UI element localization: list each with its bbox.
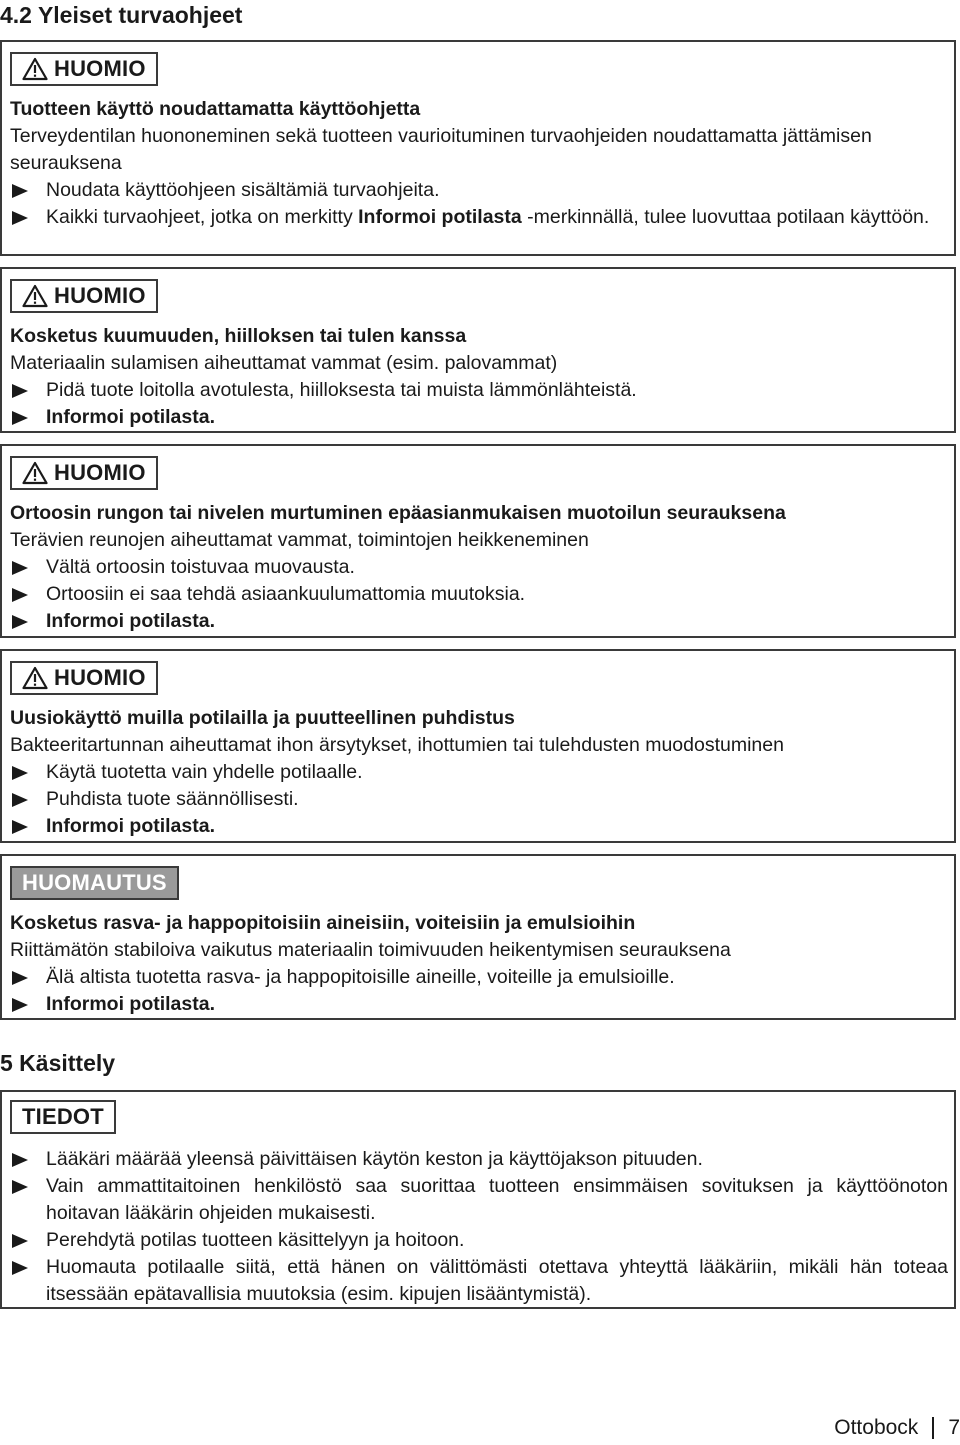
info-badge-label: TIEDOT (22, 1104, 104, 1129)
notice-consequence: Bakteeritartunnan aiheuttamat ihon ärsytykset, ihottumien tai tulehdusten muodostuminen (10, 734, 784, 756)
page-number: 7 (948, 1416, 960, 1439)
info-items (10, 1146, 954, 1308)
action-item-inform-patient: Informoi potilasta. (10, 608, 954, 635)
action-item-inform-patient: Informoi potilasta. (10, 404, 954, 431)
info-item: Huomauta potilaalle siitä, että hänen on välittömästi otettava yhteyttä lääkäriin, mikäli hän toteaa itsessään epätavallisia muutoksia (esim. kipujen lisääntymistä). (10, 1254, 954, 1308)
notice-title: Kosketus kuumuuden, hiilloksen tai tulen kanssa (10, 325, 467, 347)
warning-badge-label: HUOMIO (54, 460, 146, 485)
section-title-4-2: 4.2 Yleiset turvaohjeet (0, 2, 243, 28)
notice-consequence: Terveydentilan huononeminen sekä tuotteen vaurioituminen turvaohjeiden noudattamatta jättämisen seurauksena (10, 125, 872, 174)
action-item: Älä altista tuotetta rasva- ja happopitoisille aineille, voiteille ja emulsioille. (10, 964, 954, 991)
action-text: Kaikki turvaohjeet, jotka on merkitty (46, 206, 359, 228)
section-title-5: 5 Käsittely (0, 1050, 116, 1076)
warning-notice-1 (0, 40, 956, 256)
info-item: Perehdytä potilas tuotteen käsittelyyn ja hoitoon. (10, 1227, 954, 1254)
action-item: Puhdista tuote säännöllisesti. (10, 786, 954, 813)
caution-notice (0, 854, 956, 1020)
action-item: Ortoosiin ei saa tehdä asiaankuulumattomia muutoksia. (10, 581, 954, 608)
warning-triangle-icon (22, 666, 48, 690)
notice-actions (10, 554, 954, 635)
action-item: Vältä ortoosin toistuvaa muovausta. (10, 554, 954, 581)
notice-title: Ortoosin rungon tai nivelen murtuminen epäasianmukaisen muotoilun seurauksena (10, 502, 786, 524)
notice-actions (10, 759, 954, 840)
warning-notice-4 (0, 649, 956, 843)
notice-consequence: Materiaalin sulamisen aiheuttamat vammat (esim. palovammat) (10, 352, 558, 374)
warning-triangle-icon (22, 57, 48, 81)
warning-badge (10, 52, 158, 86)
action-item: Noudata käyttöohjeen sisältämiä turvaohjeita. (10, 177, 954, 204)
warning-badge-label: HUOMIO (54, 665, 146, 690)
notice-title: Uusiokäyttö muilla potilailla ja puutteellinen puhdistus (10, 707, 515, 729)
warning-badge (10, 456, 158, 490)
warning-notice-3 (0, 444, 956, 638)
footer-brand: Ottobock (834, 1416, 919, 1439)
caution-badge-label: HUOMAUTUS (22, 870, 167, 895)
warning-badge-label: HUOMIO (54, 56, 146, 81)
warning-notice-2 (0, 267, 956, 433)
info-item: Vain ammattitaitoinen henkilöstö saa suorittaa tuotteen ensimmäisen sovituksen ja käyttöönoton hoitavan lääkärin ohjeiden mukaisesti. (10, 1173, 954, 1227)
warning-badge (10, 279, 158, 313)
info-item: Lääkäri määrää yleensä päivittäisen käytön keston ja käyttöjakson pituuden. (10, 1146, 954, 1173)
warning-badge (10, 661, 158, 695)
warning-badge-label: HUOMIO (54, 283, 146, 308)
warning-triangle-icon (22, 461, 48, 485)
notice-title: Tuotteen käyttö noudattamatta käyttöohjetta (10, 98, 421, 120)
action-item (10, 204, 954, 231)
notice-actions (10, 177, 954, 231)
notice-consequence: Terävien reunojen aiheuttamat vammat, toimintojen heikkeneminen (10, 529, 589, 551)
warning-triangle-icon (22, 284, 48, 308)
caution-badge (10, 866, 179, 900)
footer-separator (932, 1417, 934, 1439)
action-text-bold: Informoi potilasta (358, 206, 522, 228)
action-item: Pidä tuote loitolla avotulesta, hiilloksesta tai muista lämmönlähteistä. (10, 377, 954, 404)
action-item-inform-patient: Informoi potilasta. (10, 991, 954, 1018)
info-badge (10, 1100, 116, 1134)
notice-actions (10, 964, 954, 1018)
notice-title: Kosketus rasva- ja happopitoisiin aineisiin, voiteisiin ja emulsioihin (10, 912, 636, 934)
action-item: Käytä tuotetta vain yhdelle potilaalle. (10, 759, 954, 786)
notice-consequence: Riittämätön stabiloiva vaikutus materiaalin toimivuuden heikentymisen seurauksena (10, 939, 731, 961)
notice-actions (10, 377, 954, 431)
action-text: -merkinnällä, tulee luovuttaa potilaan käyttöön. (521, 206, 930, 228)
action-item-inform-patient: Informoi potilasta. (10, 813, 954, 840)
page-footer (834, 1416, 960, 1440)
info-notice (0, 1090, 956, 1309)
